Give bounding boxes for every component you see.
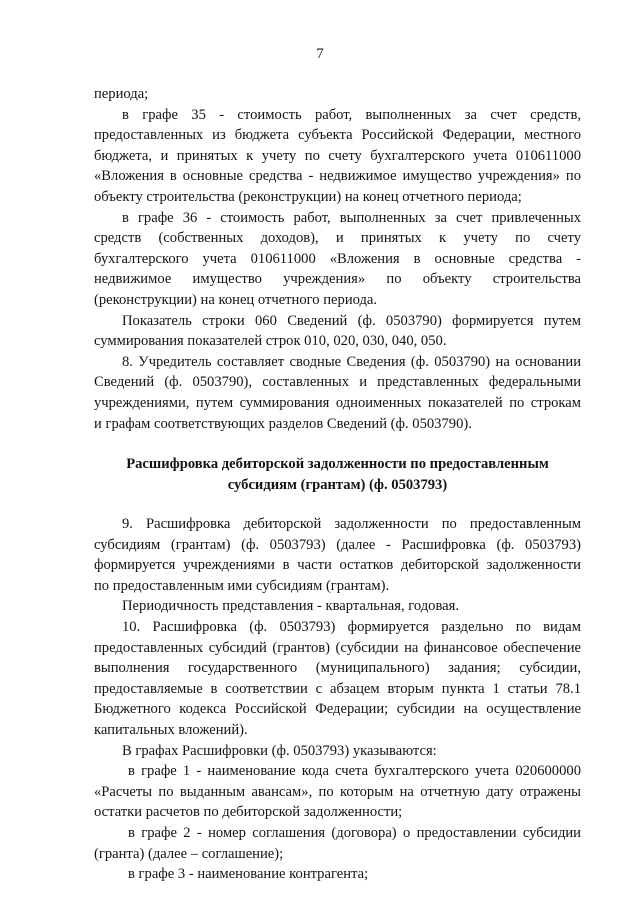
text-line: предоставленных из бюджета субъекта Российской Федерации, местного [94, 127, 581, 144]
text-line: в графе 1 - наименование кода счета бухгалтерского учета 020600000 [128, 763, 581, 780]
text-line: Бюджетного кодекса Российской Федерации; субсидии на осуществление [94, 701, 581, 718]
text-line: средств (собственных доходов), и принятых к учету по счету [94, 230, 581, 247]
text-line: суммирования показателей строк 010, 020, 030, 040, 050. [94, 333, 447, 350]
page-number: 7 [316, 46, 324, 62]
text-line: Сведений (ф. 0503790), составленных и представленных федеральными [94, 374, 581, 391]
text-line: 8. Учредитель составляет сводные Сведения (ф. 0503790) на основании [122, 353, 581, 370]
text-line: субсидиям (грантам) (ф. 0503793) (далее - Расшифровка (ф. 0503793) [94, 536, 581, 553]
text-line: предоставленных субсидий (грантов) (субсидии на финансовое обеспечение [94, 639, 581, 656]
text-line: 9. Расшифровка дебиторской задолженности по предоставленным [122, 516, 581, 532]
text-line: формируется учреждениями в части остатков дебиторской задолженности [94, 557, 581, 574]
section-heading [94, 454, 581, 495]
text-line: предоставляемые в соответствии с абзацем вторым пункта 1 статьи 78.1 [94, 680, 581, 697]
text-line: (гранта) (далее – соглашение); [94, 845, 284, 862]
text-line: в графе 2 - номер соглашения (договора) о предоставлении субсидии [128, 824, 581, 841]
text-line: недвижимое имущество учреждения» по объекту строительства [94, 271, 581, 288]
text-line: капитальных вложений). [94, 721, 248, 738]
heading-line: Расшифровка дебиторской задолженности по предоставленным [126, 456, 549, 472]
text-line: В графах Расшифровки (ф. 0503793) указываются: [122, 742, 437, 759]
body-text-block-1 [94, 84, 581, 434]
text-line: в графе 35 - стоимость работ, выполненных за счет средств, [122, 106, 581, 123]
text-line: объекту строительства (реконструкции) на конец отчетного периода; [94, 188, 522, 205]
text-line: «Вложения в основные средства - недвижимое имущество учреждения» по [94, 168, 581, 185]
body-text-block-2 [94, 514, 581, 885]
text-line: и графам соответствующих разделов Сведений (ф. 0503790). [94, 415, 472, 432]
text-line: «Расчеты по выданным авансам», по которым на отчетную дату отражены [94, 783, 581, 800]
text-line: 10. Расшифровка (ф. 0503793) формируется раздельно по видам [122, 618, 581, 635]
text-line: Показатель строки 060 Сведений (ф. 0503790) формируется путем [122, 312, 581, 329]
text-line: периода; [94, 86, 149, 102]
text-line: Периодичность представления - квартальная, годовая. [122, 598, 460, 615]
text-line: бюджета, и принятых к учету по счету бухгалтерского учета 010611000 [94, 147, 581, 164]
text-line: (реконструкции) на конец отчетного периода. [94, 291, 378, 308]
text-line: учреждениями, путем суммирования одноименных показателей по строкам [94, 394, 581, 411]
text-line: в графе 36 - стоимость работ, выполненных за счет привлеченных [122, 209, 581, 226]
text-line: в графе 3 - наименование контрагента; [128, 866, 369, 883]
text-line: бухгалтерского учета 010611000 «Вложения в основные средства - [94, 250, 581, 267]
text-line: остатки расчетов по дебиторской задолженности; [94, 804, 403, 821]
heading-line: субсидиям (грантам) (ф. 0503793) [227, 476, 448, 493]
text-line: по предоставленным ими субсидиям (грантам). [94, 577, 390, 594]
text-line: выполнения государственного (муниципального) задания; субсидии, [94, 660, 581, 677]
